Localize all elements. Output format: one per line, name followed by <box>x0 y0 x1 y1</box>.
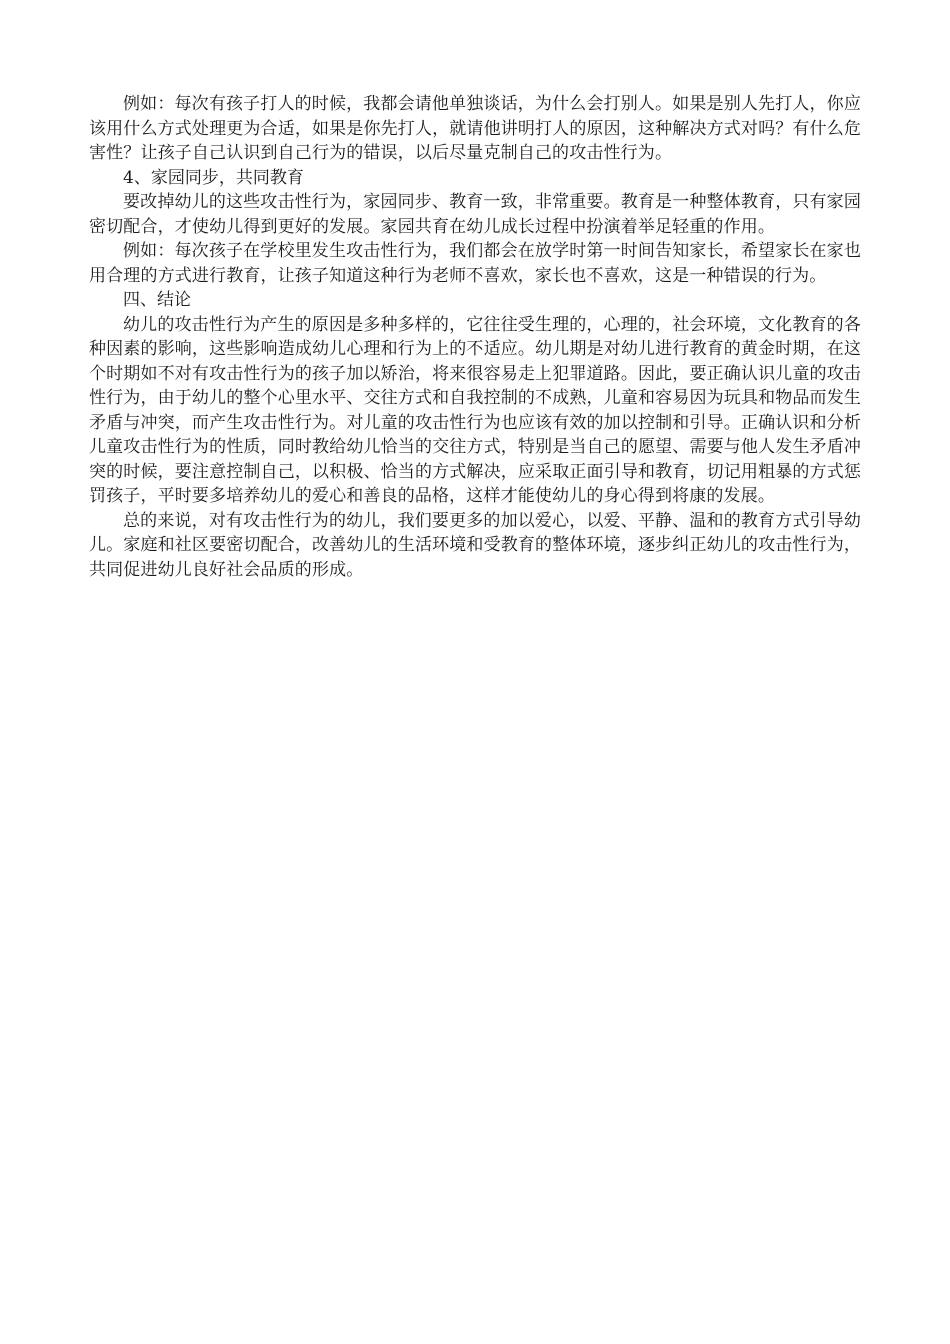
paragraph-example-notify-parents: 例如：每次孩子在学校里发生攻击性行为，我们都会在放学时第一时间告知家长，希望家长在家也用合理的方式进行教育，让孩子知道这种行为老师不喜欢，家长也不喜欢，这是一种错误的行为。 <box>89 241 861 286</box>
paragraph-summary: 总的来说，对有攻击性行为的幼儿，我们要更多的加以爱心，以爱、平静、温和的教育方式引导幼儿。家庭和社区要密切配合，改善幼儿的生活环境和受教育的整体环境，逐步纠正幼儿的攻击性行为，共同促进幼儿良好社会品质的形成。 <box>89 510 861 580</box>
document-page <box>89 92 861 582</box>
paragraph-conclusion-body: 幼儿的攻击性行为产生的原因是多种多样的，它往往受生理的，心理的，社会环境，文化教育的各种因素的影响，这些影响造成幼儿心理和行为上的不适应。幼儿期是对幼儿进行教育的黄金时期，在这个时期如不对有攻击性行为的孩子加以矫治，将来很容易走上犯罪道路。因此，要正确认识儿童的攻击性行为，由于幼儿的整个心里水平、交往方式和自我控制的不成熟，儿童和容易因为玩具和物品而发生矛盾与冲突，而产生攻击性行为。对儿童的攻击性行为也应该有效的加以控制和引导。正确认识和分析儿童攻击性行为的性质，同时教给幼儿恰当的交往方式，特别是当自己的愿望、需要与他人发生矛盾冲突的时候，要注意控制自己，以积极、恰当的方式解决，应采取正面引导和教育，切记用粗暴的方式惩罚孩子，平时要多培养幼儿的爱心和善良的品格，这样才能使幼儿的身心得到将康的发展。 <box>89 314 861 506</box>
section-heading-home-school: 4、家园同步，共同教育 <box>123 167 304 188</box>
section-heading-conclusion: 四、结论 <box>123 290 191 310</box>
paragraph-home-school-cooperation: 要改掉幼儿的这些攻击性行为，家园同步、教育一致，非常重要。教育是一种整体教育，只有家园密切配合，才使幼儿得到更好的发展。家园共育在幼儿成长过程中扮演着举足轻重的作用。 <box>89 192 861 237</box>
paragraph-example-hitting: 例如：每次有孩子打人的时候，我都会请他单独谈话，为什么会打别人。如果是别人先打人，你应该用什么方式处理更为合适，如果是你先打人，就请他讲明打人的原因，这种解决方式对吗？有什么危害性？让孩子自己认识到自己行为的错误，以后尽量克制自己的攻击性行为。 <box>89 94 861 163</box>
